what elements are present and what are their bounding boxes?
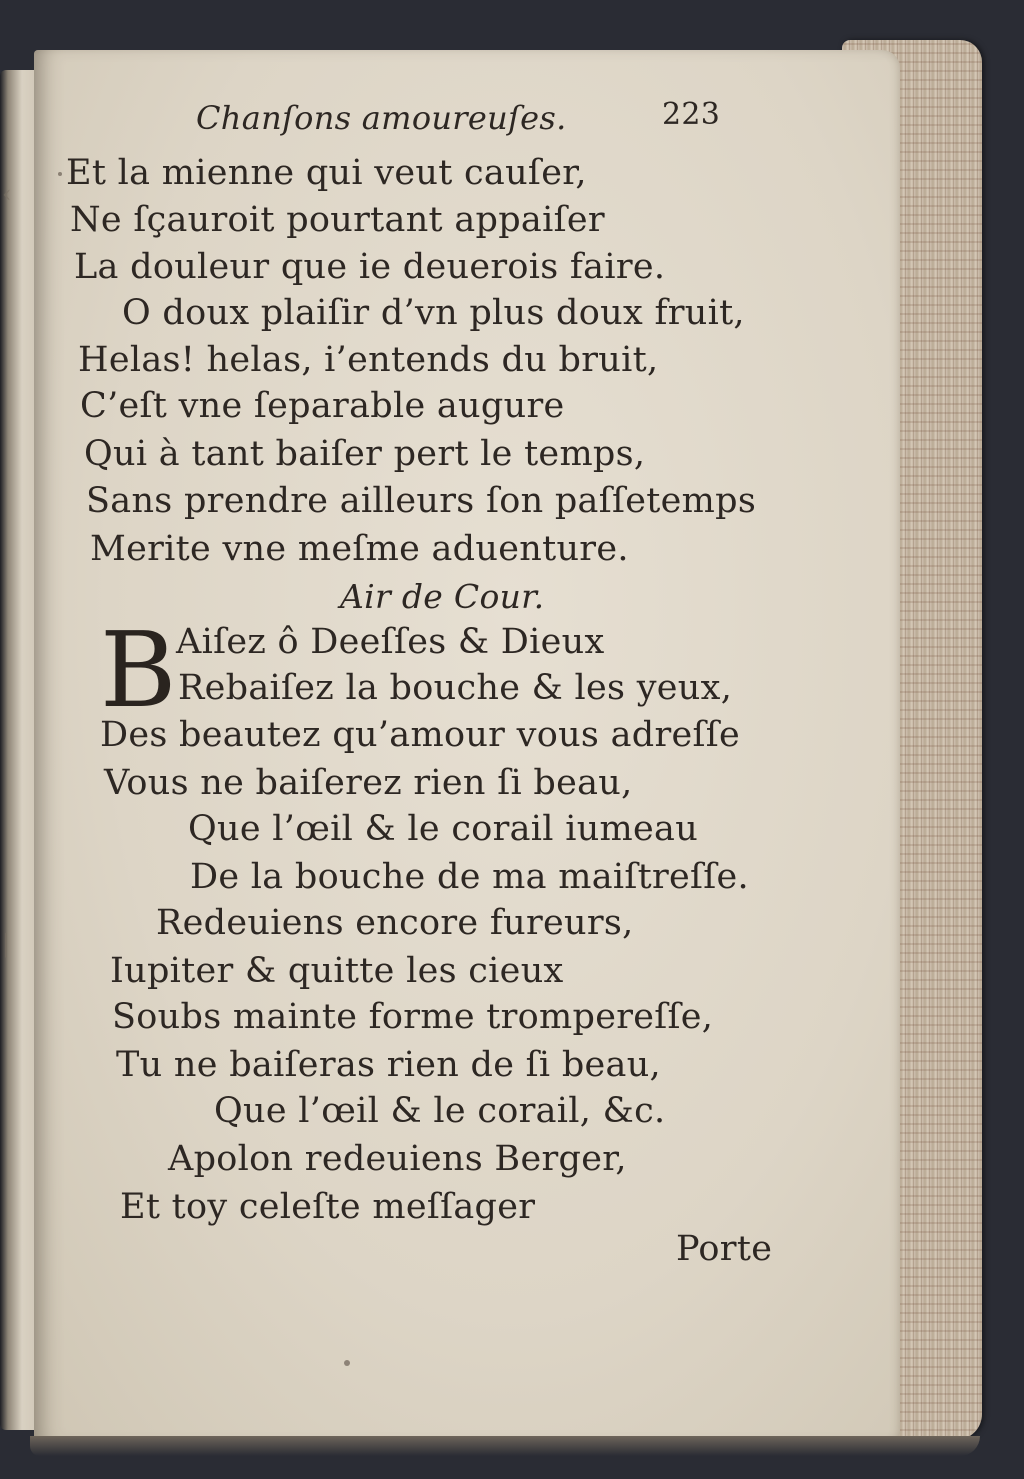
verse-line: Iupiter & quitte les cieux (110, 951, 564, 991)
verse-line: Et toy celeſte meſſager (120, 1187, 536, 1227)
verse-line: C’eſt vne ſeparable augure (80, 386, 565, 426)
verse-line: Soubs mainte forme trompereſſe, (112, 997, 714, 1037)
bleed-mark: | (2, 930, 11, 958)
verse-line: Que l’œil & le corail iumeau (188, 809, 699, 849)
section-title: Air de Cour. (340, 577, 545, 616)
verse-line: Apolon redeuiens Berger, (168, 1139, 627, 1179)
paper-speck (58, 172, 62, 176)
verse-line: De la bouche de ma maiſtreſſe. (190, 857, 749, 897)
verse-line: Tu ne baiſeras rien de ſi beau, (116, 1045, 661, 1085)
catchword: Porte (676, 1229, 773, 1269)
verse-line: La douleur que ie deuerois faire. (74, 247, 666, 287)
paper-speck (344, 1360, 350, 1366)
verse-line: O doux plaiſir d’vn plus doux fruit, (122, 293, 745, 333)
verse-line: Rebaiſez la bouche & les yeux, (178, 668, 733, 708)
running-title: Chanſons amoureuſes. (196, 99, 567, 137)
verse-line: Merite vne meſme aduenture. (90, 529, 629, 569)
verse-line: Des beautez qu’amour vous adreſſe (100, 715, 741, 755)
verse-line: Ne ſçauroit pourtant appaiſer (70, 200, 605, 240)
verse-line: Redeuiens encore fureurs, (156, 903, 634, 943)
verse-line: Helas! helas, i’entends du bruit, (78, 340, 659, 380)
drop-cap: B (100, 609, 177, 731)
verse-line: Que l’œil & le corail, &c. (214, 1091, 666, 1131)
verse-line: Aiſez ô Deeſſes & Dieux (176, 622, 605, 662)
bleed-mark: ‹ (2, 180, 12, 208)
verse-line: Et la mienne qui veut cauſer, (66, 153, 587, 193)
page-number: 223 (662, 97, 721, 132)
verse-line: Sans prendre ailleurs ſon paſſetemps (86, 481, 757, 521)
page-shadow (30, 1436, 980, 1456)
verse-line: Qui à tant baiſer pert le temps, (84, 434, 646, 474)
verse-line: Vous ne baiſerez rien ſi beau, (104, 763, 633, 803)
